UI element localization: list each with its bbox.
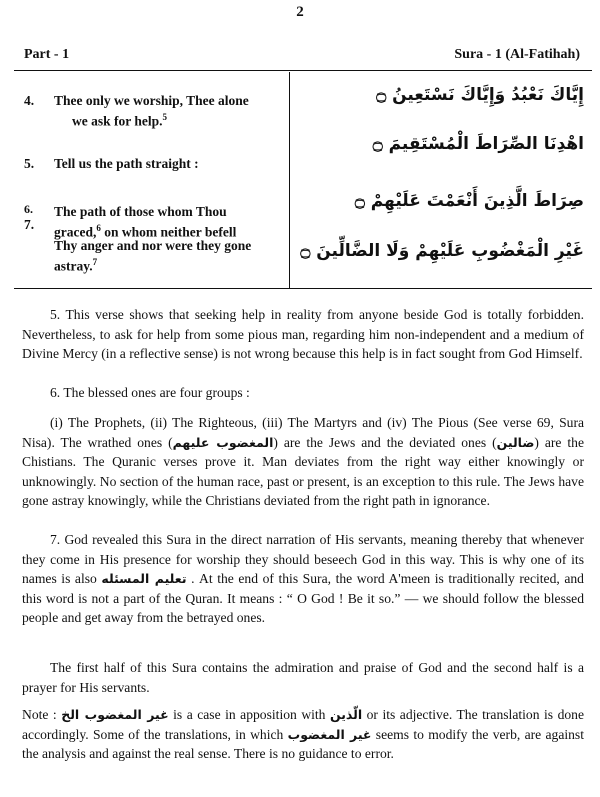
arabic-term: تعليم المسئله (101, 571, 187, 586)
footnote-ref: 6 (96, 223, 101, 233)
footnote-ref: 5 (162, 112, 168, 122)
page-number: 2 (296, 4, 304, 20)
verse-line: The path of those whom Thou (54, 204, 227, 219)
part-label: Part - 1 (24, 47, 70, 62)
verse-line: astray.$^7$ (54, 257, 98, 274)
verse-line: we ask for help.$^5$ (72, 112, 168, 129)
verse-number: 5. (24, 156, 35, 171)
arabic-term: غير المغضوب (287, 726, 372, 742)
arabic-verse: اهْدِنَا الصِّرَاطَ الْمُسْتَقِيمَ ۝ (372, 134, 584, 154)
arabic-term: المغضوب عليهم (172, 434, 274, 450)
commentary-6 (22, 383, 584, 403)
verse-6-7 (24, 201, 286, 276)
paragraph: 5. This verse shows that seeking help in reality from anyone beside God is totally forbidden. Nevertheless, to ask for help from some pious man, regarding him non-independent and a medium of Divine Mercy (in a reflective sense) is not wrong because this help is in fact sought from God Himself. (22, 307, 584, 361)
footnote-ref: 7 (92, 257, 98, 267)
sura-title: Sura - 1 (Al-Fatihah) (454, 47, 580, 62)
paragraph: The first half of this Sura contains the admiration and praise of God and the second half is a prayer for His servants. (22, 660, 584, 695)
commentary-summary (22, 658, 584, 697)
verse-line: Thee only we worship, Thee alone (54, 93, 249, 108)
arabic-verse: غَيْرِ الْمَغْضُوبِ عَلَيْهِمْ وَلَا الضَّالِّينَ ۝ (300, 241, 584, 261)
column-divider (289, 72, 290, 288)
paragraph: (i) The Prophets, (ii) The Righteous, (iii) The Martyrs and (iv) The Pious (See verse 69, Sura Nisa). The wrathed ones (المغضوب عليهم) are the Jews and the deviated ones (ضالين) are the Chistians. The Quranic verses prove it. Man deviates from the right way either knowingly or unknowingly. No section of the human race, past or present, is an exception to this rule. The Jews have gone astray knowingly, while the Christians deviated from the right path in ignorance. (22, 415, 584, 508)
arabic-term: ضالين (496, 434, 535, 450)
top-divider (14, 70, 592, 71)
paragraph: 7. God revealed this Sura in the direct narration of His servants, meaning thereby that whenever they come in His presence for worship they should beseech God in this way. This is why one of its names is also تعليم المسئله . At the end of this Sura, the word A'meen is traditionally recited, and this word is not a part of the Quran. It means : “ O God ! Be it so.” — we should follow the blessed people and get away from the betrayed ones. (22, 532, 584, 625)
paragraph: 6. The blessed ones are four groups : (50, 385, 250, 400)
verse-5 (24, 155, 286, 175)
verse-number: 6. (24, 202, 33, 216)
arabic-term: غير المغضوب الخ (61, 707, 169, 722)
arabic-verse: صِرَاطَ الَّذِينَ أَنْعَمْتَ عَلَيْهِمْ ۝ (354, 191, 584, 211)
commentary-7 (22, 530, 584, 628)
verse-number: 4. (24, 93, 35, 108)
verse-line: Thy anger and nor were they gone (54, 238, 252, 253)
section-divider (14, 288, 592, 289)
verse-4 (24, 92, 286, 132)
arabic-term: الّذين (329, 707, 363, 722)
arabic-verse: إِيَّاكَ نَعْبُدُ وَإِيَّاكَ نَسْتَعِينُ ۝ (376, 85, 584, 105)
verse-line: Tell us the path straight : (54, 156, 199, 171)
verse-number: 7. (24, 217, 35, 232)
commentary-5 (22, 305, 584, 364)
commentary-6-detail (22, 413, 584, 511)
commentary-note (22, 705, 584, 764)
paragraph: Note : غير المغضوب الخ is a case in apposition with الّذين or its adjective. The translation is done accordingly. Some of the translations, in which غير المغضوب seems to modify the verb, are against the analysis and against the real sense. There is no guidance to error. (22, 707, 584, 761)
verse-line: graced,$^6$ on whom neither befell (54, 223, 237, 240)
